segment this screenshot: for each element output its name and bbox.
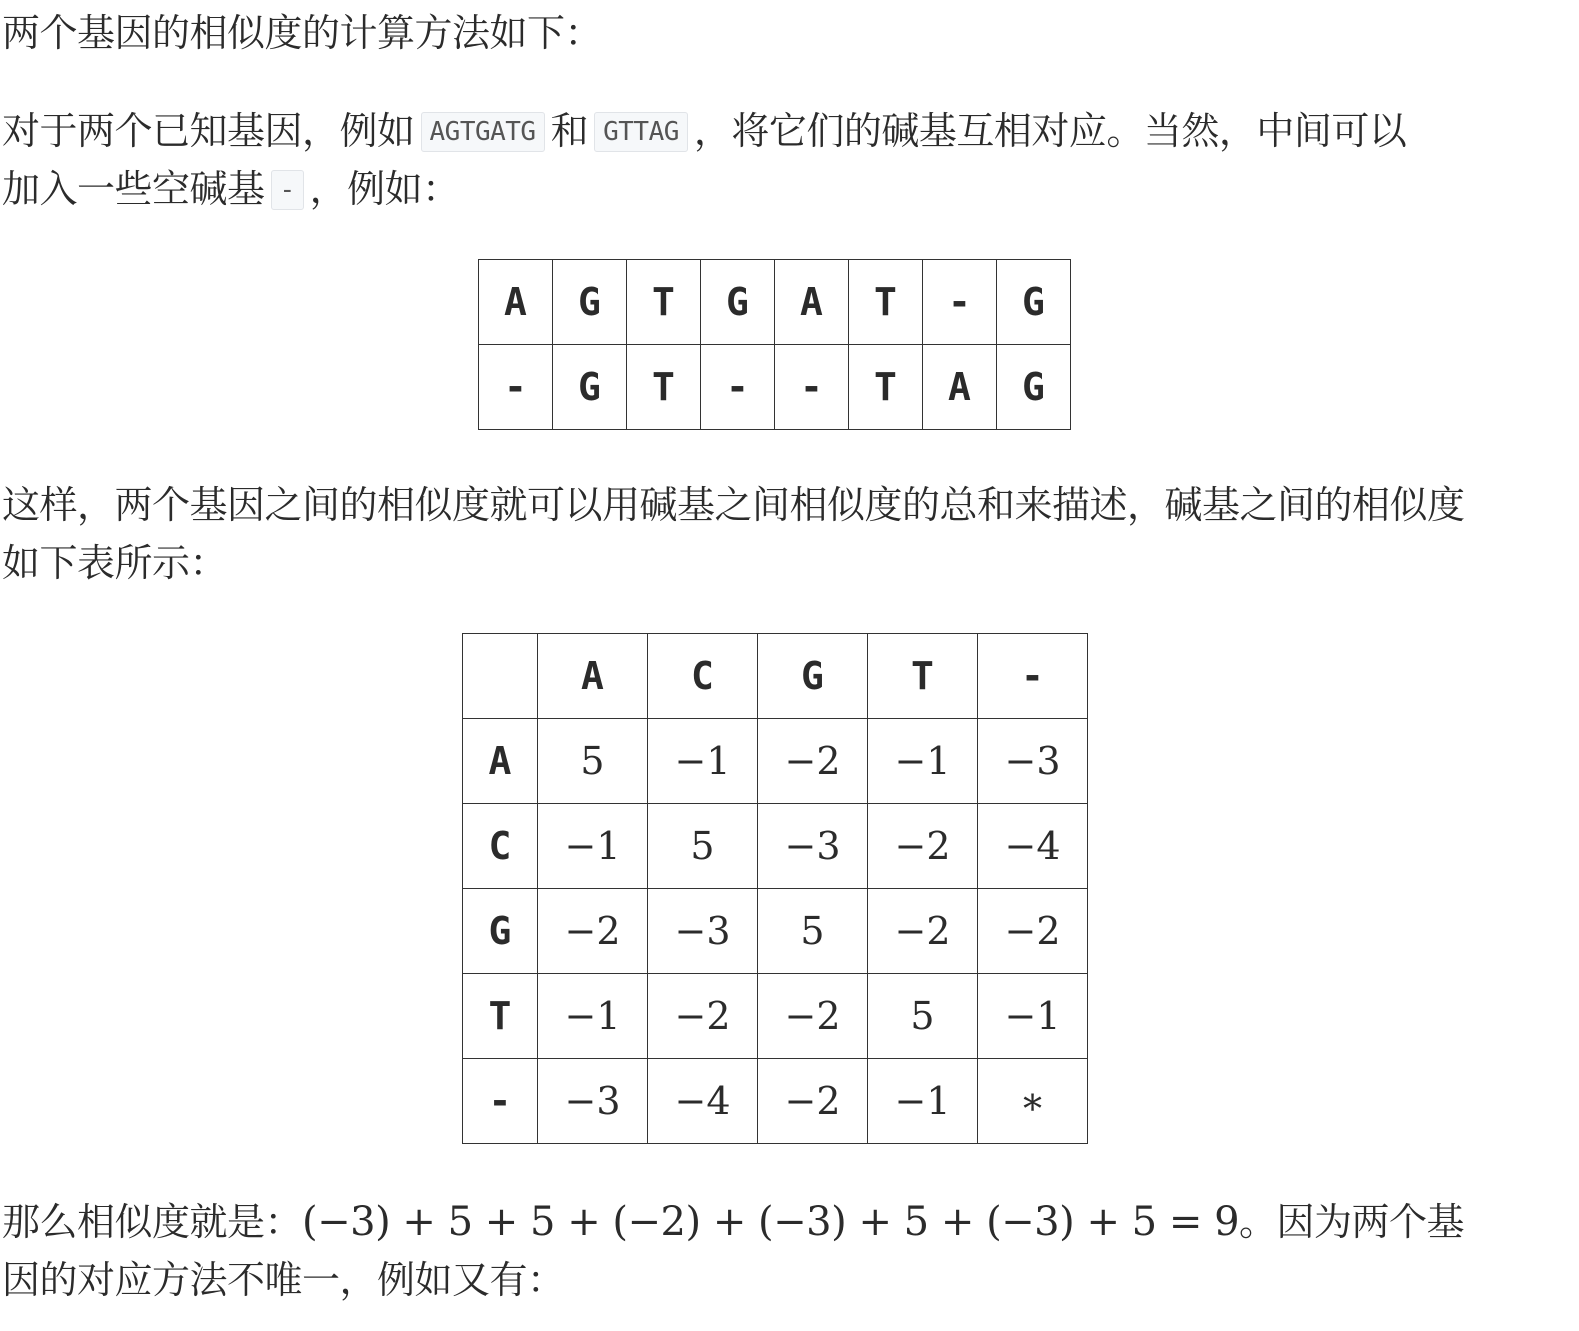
- score-cell: −4: [648, 1059, 758, 1144]
- score-cell: −1: [868, 719, 978, 804]
- gene-code-2: GTTAG: [594, 112, 688, 152]
- para2-prefix: 对于两个已知基因，例如: [2, 109, 415, 153]
- paragraph-result-line2: 因的对应方法不唯一，例如又有：: [2, 1258, 565, 1302]
- gap-code: -: [271, 170, 304, 210]
- alignment-cell: G: [553, 345, 627, 430]
- paragraph-example: [2, 102, 1406, 161]
- score-cell: 5: [758, 889, 868, 974]
- score-column-header: G: [758, 634, 868, 719]
- score-cell: −2: [758, 719, 868, 804]
- score-row-header: G: [463, 889, 538, 974]
- score-cell: −1: [978, 974, 1088, 1059]
- score-row: [463, 804, 1088, 889]
- score-cell: −2: [758, 974, 868, 1059]
- score-cell: ∗: [978, 1059, 1088, 1144]
- alignment-cell: G: [997, 345, 1071, 430]
- score-row-header: -: [463, 1059, 538, 1144]
- score-column-header: T: [868, 634, 978, 719]
- similarity-score-table: [462, 633, 1088, 1144]
- alignment-cell: T: [627, 345, 701, 430]
- score-column-header: [463, 634, 538, 719]
- score-column-header: A: [538, 634, 648, 719]
- alignment-cell: A: [775, 260, 849, 345]
- score-cell: −3: [538, 1059, 648, 1144]
- score-row-header: A: [463, 719, 538, 804]
- score-cell: 5: [868, 974, 978, 1059]
- score-cell: −2: [648, 974, 758, 1059]
- score-cell: 5: [538, 719, 648, 804]
- score-cell: −4: [978, 804, 1088, 889]
- score-cell: −2: [868, 804, 978, 889]
- score-cell: −1: [538, 974, 648, 1059]
- score-cell: −2: [758, 1059, 868, 1144]
- score-cell: 5: [648, 804, 758, 889]
- similarity-formula: (−3) + 5 + 5 + (−2) + (−3) + 5 + (−3) + 5 = 9: [302, 1199, 1240, 1245]
- score-cell: −2: [538, 889, 648, 974]
- para2-mid: 和: [550, 109, 589, 153]
- score-cell: −3: [648, 889, 758, 974]
- paragraph-example-line2: [2, 160, 460, 219]
- alignment-cell: G: [701, 260, 775, 345]
- score-cell: −2: [868, 889, 978, 974]
- paragraph-similarity: 这样，两个基因之间的相似度就可以用碱基之间相似度的总和来描述，碱基之间的相似度: [2, 483, 1465, 527]
- alignment-cell: G: [553, 260, 627, 345]
- alignment-cell: -: [775, 345, 849, 430]
- para2-suffix: ，将它们的碱基互相对应。当然，中间可以: [693, 109, 1407, 153]
- score-header-row: [463, 634, 1088, 719]
- alignment-cell: -: [701, 345, 775, 430]
- score-row-header: T: [463, 974, 538, 1059]
- alignment-cell: T: [627, 260, 701, 345]
- alignment-cell: A: [479, 260, 553, 345]
- score-row: [463, 719, 1088, 804]
- score-column-header: -: [978, 634, 1088, 719]
- alignment-cell: -: [923, 260, 997, 345]
- alignment-row-1: [479, 260, 1071, 345]
- score-row: [463, 1059, 1088, 1144]
- intro-text: 两个基因的相似度的计算方法如下：: [2, 11, 603, 55]
- alignment-cell: T: [849, 345, 923, 430]
- score-cell: −1: [868, 1059, 978, 1144]
- paragraph-result: [2, 1193, 1464, 1251]
- alignment-cell: A: [923, 345, 997, 430]
- score-cell: −1: [648, 719, 758, 804]
- alignment-row-2: [479, 345, 1071, 430]
- score-row: [463, 974, 1088, 1059]
- para2-line2-suffix: ，例如：: [309, 167, 460, 211]
- alignment-cell: -: [479, 345, 553, 430]
- paragraph-similarity-line2: 如下表所示：: [2, 541, 228, 585]
- score-row: [463, 889, 1088, 974]
- para4-suffix: 。因为两个基: [1239, 1200, 1465, 1244]
- para4-prefix: 那么相似度就是：: [2, 1200, 303, 1244]
- score-row-header: C: [463, 804, 538, 889]
- score-cell: −1: [538, 804, 648, 889]
- alignment-cell: G: [997, 260, 1071, 345]
- score-cell: −2: [978, 889, 1088, 974]
- alignment-table: [478, 259, 1071, 430]
- score-cell: −3: [758, 804, 868, 889]
- score-cell: −3: [978, 719, 1088, 804]
- para2-line2-prefix: 加入一些空碱基: [2, 167, 265, 211]
- score-column-header: C: [648, 634, 758, 719]
- gene-code-1: AGTGATG: [421, 112, 545, 152]
- alignment-cell: T: [849, 260, 923, 345]
